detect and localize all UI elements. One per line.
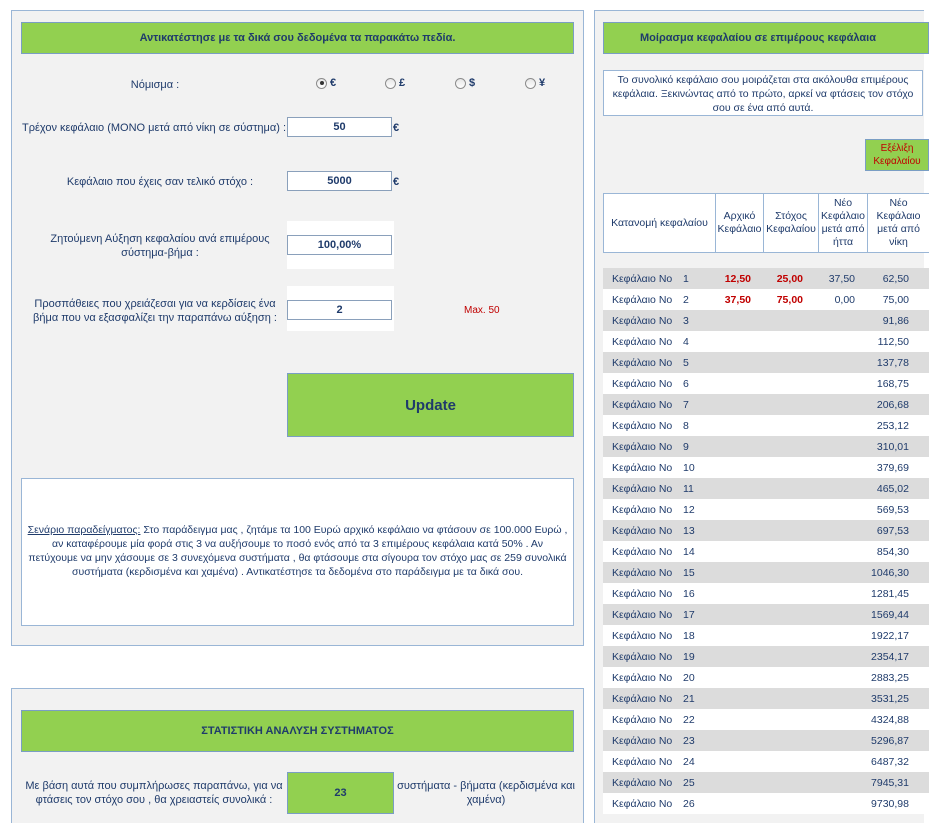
after-win-cell: 1046,30	[871, 566, 909, 579]
capital-name-cell: Κεφάλαιο Νο	[612, 608, 673, 621]
capital-name-cell: Κεφάλαιο Νο	[612, 713, 673, 726]
after-loss-cell: 37,50	[828, 272, 855, 285]
currency-symbol: ¥	[539, 77, 546, 89]
table-row	[603, 289, 929, 310]
col-target: Στόχος Κεφαλαίου	[763, 194, 818, 252]
capital-number-cell: 3	[683, 314, 689, 327]
predictions-label: Προσπάθειες που χρειάζεσαι για να κερδίσεις ένα βήμα που να εξασφαλίζει την παραπάνω αύξηση :	[33, 298, 277, 324]
after-win-cell: 91,86	[882, 314, 909, 327]
after-win-cell: 75,00	[882, 293, 909, 306]
capital-name-cell: Κεφάλαιο Νο	[612, 482, 673, 495]
increase-input[interactable]: 100,00%	[287, 235, 392, 255]
capital-name-cell: Κεφάλαιο Νο	[612, 419, 673, 432]
capital-number-cell: 5	[683, 356, 689, 369]
capital-name-cell: Κεφάλαιο Νο	[612, 734, 673, 747]
table-row	[603, 793, 929, 814]
table-row	[603, 478, 929, 499]
capital-name-cell: Κεφάλαιο Νο	[612, 503, 673, 516]
currency-option-dollar[interactable]	[455, 77, 475, 89]
currency-option-yen[interactable]	[525, 77, 545, 89]
capital-name-cell: Κεφάλαιο Νο	[612, 356, 673, 369]
stats-total-steps: 23	[287, 772, 394, 814]
initial-capital-cell: 37,50	[724, 293, 751, 306]
after-win-cell: 1922,17	[871, 629, 909, 642]
scenario-title: Σενάριο παραδείγματος:	[27, 524, 141, 536]
increase-label: Ζητούμενη Αύξηση κεφαλαίου ανά επιμέρους σύστημα-βήμα :	[50, 233, 270, 259]
current-capital-input[interactable]: 50	[287, 117, 392, 137]
capital-number-cell: 13	[683, 524, 695, 537]
capital-name-cell: Κεφάλαιο Νο	[612, 566, 673, 579]
after-win-cell: 3531,25	[871, 692, 909, 705]
capital-name-cell: Κεφάλαιο Νο	[612, 545, 673, 558]
target-capital-label: Κεφάλαιο που έχεις σαν τελικό στόχο :	[66, 176, 254, 188]
update-button[interactable]: Update	[287, 373, 574, 437]
after-win-cell: 2354,17	[871, 650, 909, 663]
after-win-cell: 9730,98	[871, 797, 909, 810]
stats-prefix: Με βάση αυτά που συμπλήρωσες παραπάνω, για να φτάσεις τον στόχο σου , θα χρειαστείς συνολικά :	[25, 780, 283, 806]
after-win-cell: 310,01	[876, 440, 909, 453]
after-win-cell: 168,75	[876, 377, 909, 390]
capital-number-cell: 4	[683, 335, 689, 348]
input-panel-header: Αντικατέστησε με τα δικά σου δεδομένα τα παρακάτω πεδία.	[21, 22, 574, 54]
max-note: Max. 50	[464, 305, 500, 316]
capital-number-cell: 9	[683, 440, 689, 453]
capital-name-cell: Κεφάλαιο Νο	[612, 671, 673, 684]
radio-yen[interactable]	[525, 78, 536, 89]
table-row	[603, 646, 929, 667]
capital-name-cell: Κεφάλαιο Νο	[612, 461, 673, 474]
after-win-cell: 1281,45	[871, 587, 909, 600]
target-capital-input[interactable]: 5000	[287, 171, 392, 191]
table-row	[603, 751, 929, 772]
capital-number-cell: 25	[683, 776, 695, 789]
table-row	[603, 688, 929, 709]
after-win-cell: 253,12	[876, 419, 909, 432]
table-row	[603, 772, 929, 793]
currency-symbol: £	[399, 77, 406, 89]
distribution-header: Μοίρασμα κεφαλαίου σε επιμέρους κεφάλαια	[603, 22, 929, 54]
radio-dollar[interactable]	[455, 78, 466, 89]
currency-symbol: €	[330, 77, 337, 89]
after-win-cell: 7945,31	[871, 776, 909, 789]
table-row	[603, 394, 929, 415]
capital-number-cell: 21	[683, 692, 695, 705]
capital-name-cell: Κεφάλαιο Νο	[612, 755, 673, 768]
capital-name-cell: Κεφάλαιο Νο	[612, 398, 673, 411]
scenario-text: Στο παράδειγμα μας , ζητάμε τα 100 Ευρώ αρχικό κεφάλαιο να φτάσουν σε 100.000 Ευρώ , αν καταφέρουμε μία φορά στις 3 να αυξήσουμε το ποσό ενός από τα 3 επιμέρους κεφάλαια κατά 50% . Αν πετύχουμε να μην χάσουμε σε 3 συνεχόμενα συστήματα , θα φτάσουμε στα σίγουρα τον στόχο μας σε 259 συνολικά συστήματα (κερδισμένα και χαμένα) . Αντικατέστησε τα δεδομένα στο παράδειγμα με τα δικά σου.	[28, 524, 568, 578]
table-row	[603, 541, 929, 562]
capital-name-cell: Κεφάλαιο Νο	[612, 524, 673, 537]
col-after-win: Νέο Κεφάλαιο μετά από νίκη	[867, 194, 929, 252]
distribution-table-body	[603, 268, 929, 814]
table-row	[603, 709, 929, 730]
capital-name-cell: Κεφάλαιο Νο	[612, 335, 673, 348]
capital-number-cell: 17	[683, 608, 695, 621]
table-row	[603, 562, 929, 583]
after-win-cell: 6487,32	[871, 755, 909, 768]
capital-name-cell: Κεφάλαιο Νο	[612, 776, 673, 789]
after-win-cell: 379,69	[876, 461, 909, 474]
capital-number-cell: 14	[683, 545, 695, 558]
stats-suffix: συστήματα - βήματα (κερδισμένα και χαμένα)	[397, 780, 575, 806]
capital-number-cell: 16	[683, 587, 695, 600]
stats-header: ΣΤΑΤΙΣΤΙΚΗ ΑΝΑΛΥΣΗ ΣΥΣΤΗΜΑΤΟΣ	[21, 710, 574, 752]
table-row	[603, 730, 929, 751]
table-row	[603, 457, 929, 478]
capital-evolution-button[interactable]: Εξέλιξη Κεφαλαίου	[865, 139, 929, 171]
target-capital-cell: 75,00	[776, 293, 803, 306]
after-win-cell: 137,78	[876, 356, 909, 369]
after-win-cell: 569,53	[876, 503, 909, 516]
table-row	[603, 331, 929, 352]
capital-number-cell: 11	[683, 482, 694, 495]
scenario-box	[21, 478, 574, 626]
predictions-input[interactable]: 2	[287, 300, 392, 320]
after-win-cell: 854,30	[876, 545, 909, 558]
capital-number-cell: 8	[683, 419, 689, 432]
initial-capital-cell: 12,50	[724, 272, 751, 285]
capital-name-cell: Κεφάλαιο Νο	[612, 272, 673, 285]
capital-number-cell: 1	[683, 272, 689, 285]
capital-name-cell: Κεφάλαιο Νο	[612, 440, 673, 453]
capital-number-cell: 18	[683, 629, 695, 642]
after-win-cell: 112,50	[877, 335, 909, 348]
currency-symbol: $	[469, 77, 476, 89]
distribution-table-header	[603, 193, 929, 253]
after-win-cell: 1569,44	[871, 608, 909, 621]
capital-number-cell: 26	[683, 797, 695, 810]
table-row	[603, 604, 929, 625]
capital-name-cell: Κεφάλαιο Νο	[612, 797, 673, 810]
target-capital-cell: 25,00	[776, 272, 803, 285]
currency-label: Νόμισμα :	[130, 79, 180, 91]
table-row	[603, 415, 929, 436]
col-after-loss: Νέο Κεφάλαιο μετά από ήττα	[818, 194, 867, 252]
table-row	[603, 310, 929, 331]
table-row	[603, 436, 929, 457]
table-row	[603, 352, 929, 373]
after-loss-cell: 0,00	[834, 293, 855, 306]
capital-number-cell: 23	[683, 734, 695, 747]
table-row	[603, 520, 929, 541]
capital-name-cell: Κεφάλαιο Νο	[612, 293, 673, 306]
current-capital-label: Τρέχον κεφάλαιο (ΜΟΝΟ μετά από νίκη σε σύστημα) :	[21, 122, 287, 134]
table-row	[603, 373, 929, 394]
radio-euro[interactable]	[316, 78, 327, 89]
capital-name-cell: Κεφάλαιο Νο	[612, 314, 673, 327]
table-row	[603, 268, 929, 289]
capital-number-cell: 24	[683, 755, 695, 768]
after-win-cell: 465,02	[876, 482, 909, 495]
capital-number-cell: 20	[683, 671, 695, 684]
after-win-cell: 5296,87	[871, 734, 909, 747]
col-distribution: Κατανομή κεφαλαίου	[603, 194, 715, 252]
current-capital-unit: €	[393, 122, 400, 134]
after-win-cell: 62,50	[882, 272, 909, 285]
radio-pound[interactable]	[385, 78, 396, 89]
table-row	[603, 499, 929, 520]
capital-name-cell: Κεφάλαιο Νο	[612, 650, 673, 663]
table-row	[603, 583, 929, 604]
capital-number-cell: 10	[683, 461, 695, 474]
capital-number-cell: 22	[683, 713, 695, 726]
after-win-cell: 697,53	[876, 524, 909, 537]
distribution-info: Το συνολικό κεφάλαιο σου μοιράζεται στα ακόλουθα επιμέρους κεφάλαια. Ξεκινώντας από το πρώτο, αρκεί να φτάσεις τον στόχο σου σε ένα από αυτά.	[603, 70, 923, 116]
table-row	[603, 667, 929, 688]
capital-number-cell: 12	[683, 503, 695, 516]
currency-option-pound[interactable]	[385, 77, 405, 89]
currency-option-euro[interactable]	[316, 77, 336, 89]
capital-name-cell: Κεφάλαιο Νο	[612, 629, 673, 642]
col-initial: Αρχικό Κεφάλαιο	[715, 194, 763, 252]
capital-number-cell: 7	[683, 398, 689, 411]
capital-number-cell: 6	[683, 377, 689, 390]
after-win-cell: 2883,25	[871, 671, 909, 684]
capital-number-cell: 19	[683, 650, 695, 663]
after-win-cell: 206,68	[876, 398, 909, 411]
capital-name-cell: Κεφάλαιο Νο	[612, 377, 673, 390]
capital-number-cell: 2	[683, 293, 689, 306]
after-win-cell: 4324,88	[871, 713, 909, 726]
capital-number-cell: 15	[683, 566, 695, 579]
capital-name-cell: Κεφάλαιο Νο	[612, 692, 673, 705]
capital-name-cell: Κεφάλαιο Νο	[612, 587, 673, 600]
table-row	[603, 625, 929, 646]
target-capital-unit: €	[393, 176, 400, 188]
